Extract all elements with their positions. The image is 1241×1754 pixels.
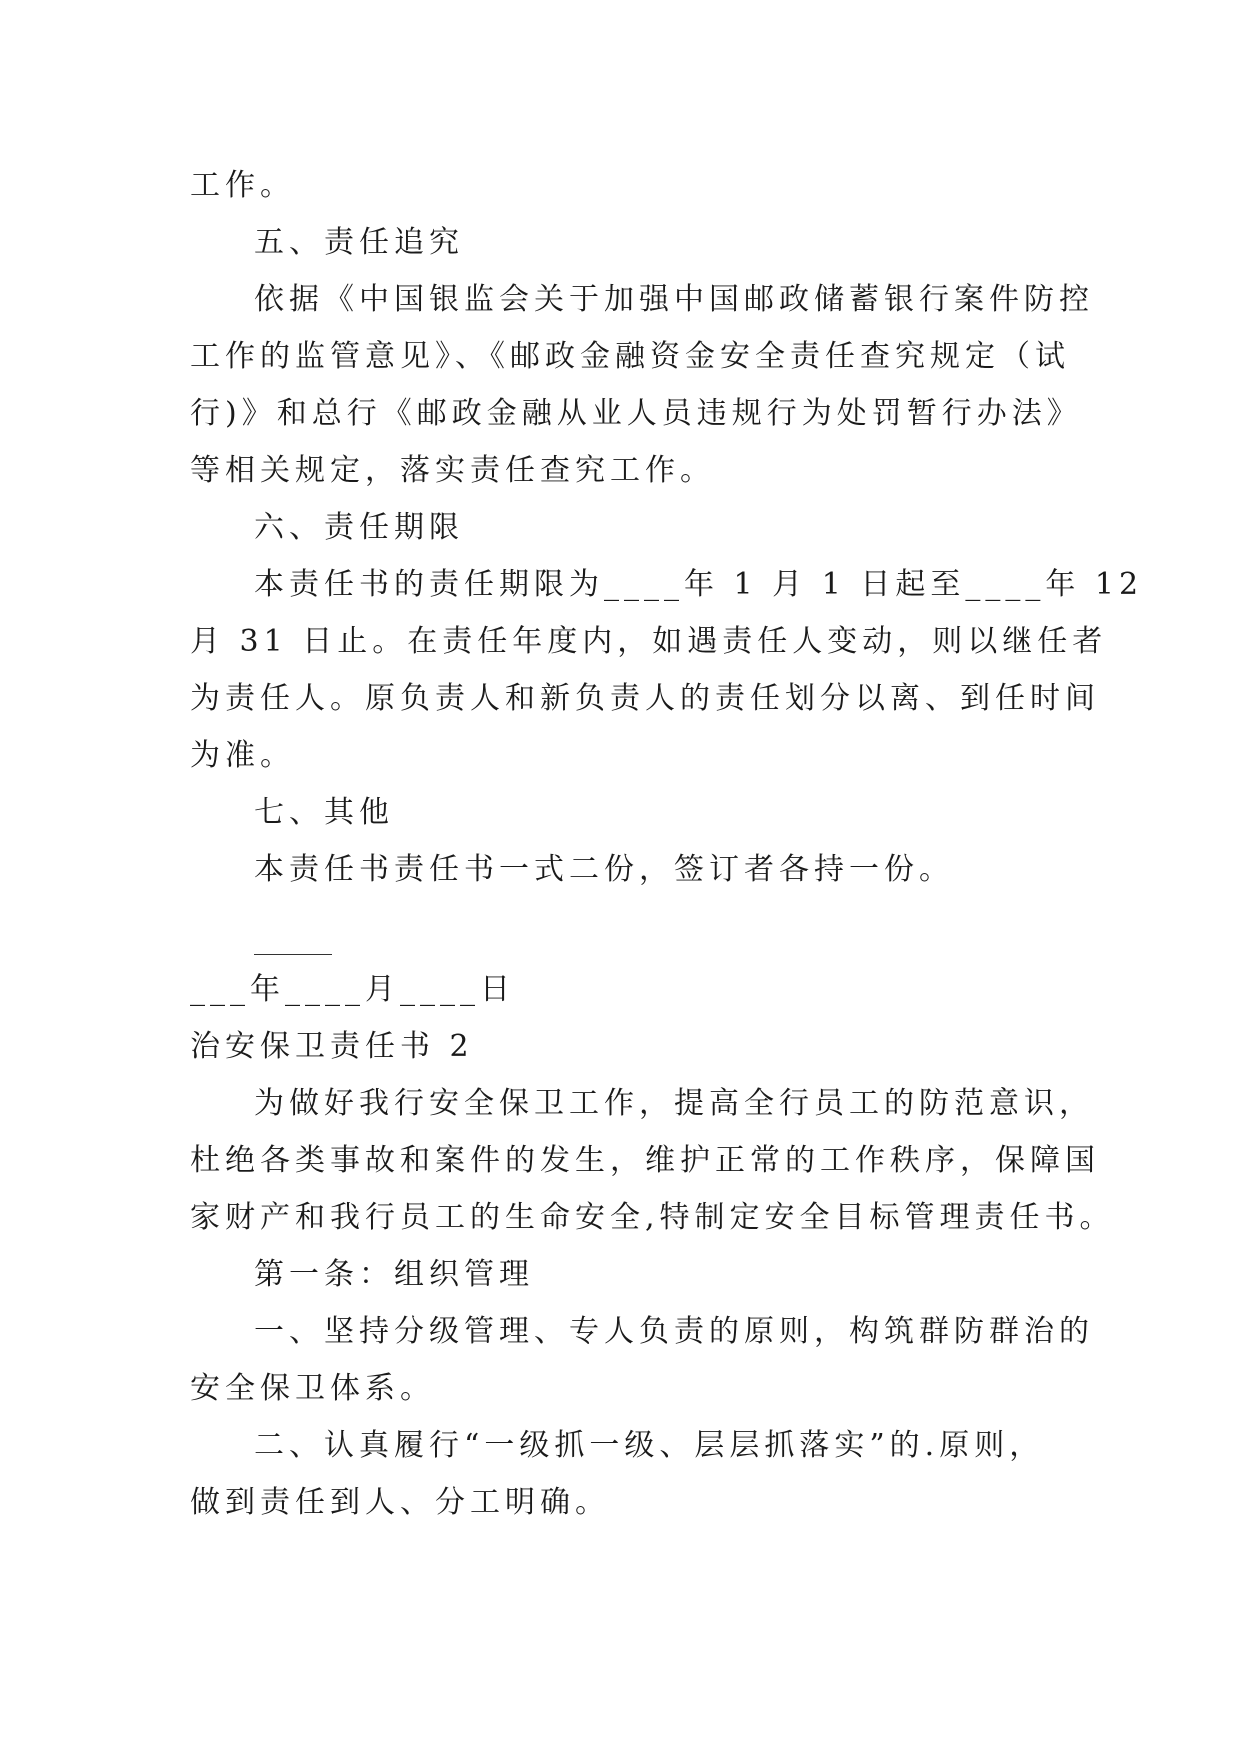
paragraph-line: 安全保卫体系。 [190, 1371, 435, 1406]
paragraph-line: 月 31 日止。在责任年度内，如遇责任人变动，则以继任者 [190, 624, 1108, 659]
signature-line [254, 954, 332, 955]
paragraph-line: 依据《中国银监会关于加强中国邮政储蓄银行案件防控 [254, 282, 1094, 317]
paragraph-line: 工作。 [190, 168, 295, 203]
section-heading: 第一条：组织管理 [254, 1257, 534, 1292]
section-heading: 五、责任追究 [254, 225, 464, 260]
paragraph-line: 做到责任到人、分工明确。 [190, 1485, 610, 1520]
paragraph-line: 家财产和我行员工的生命安全,特制定安全目标管理责任书。 [190, 1200, 1115, 1235]
paragraph-line: 本责任书责任书一式二份，签订者各持一份。 [254, 852, 954, 887]
paragraph-line: 为责任人。原负责人和新负责人的责任划分以离、到任时间 [190, 681, 1100, 716]
paragraph-line: 为准。 [190, 738, 295, 773]
paragraph-line: 等相关规定，落实责任查究工作。 [190, 453, 715, 488]
paragraph-line: 行)》和总行《邮政金融从业人员违规行为处罚暂行办法》 [190, 396, 1082, 431]
paragraph-line: 本责任书的责任期限为____年 1 月 1 日起至____年 12 [254, 567, 1144, 602]
paragraph-line: 杜绝各类事故和案件的发生，维护正常的工作秩序，保障国 [190, 1143, 1100, 1178]
paragraph-line: 为做好我行安全保卫工作，提高全行员工的防范意识， [254, 1086, 1094, 1121]
section-heading: 七、其他 [254, 795, 394, 830]
document-title: 治安保卫责任书 2 [190, 1029, 474, 1064]
paragraph-line: 二、认真履行“一级抓一级、层层抓落实”的.原则， [254, 1428, 1045, 1463]
section-heading: 六、责任期限 [254, 510, 464, 545]
paragraph-line: 一、坚持分级管理、专人负责的原则，构筑群防群治的 [254, 1314, 1094, 1349]
date-line: ___年____月____日 [190, 972, 515, 1007]
paragraph-line: 工作的监管意见》、《邮政金融资金安全责任查究规定（试 [190, 339, 1070, 374]
